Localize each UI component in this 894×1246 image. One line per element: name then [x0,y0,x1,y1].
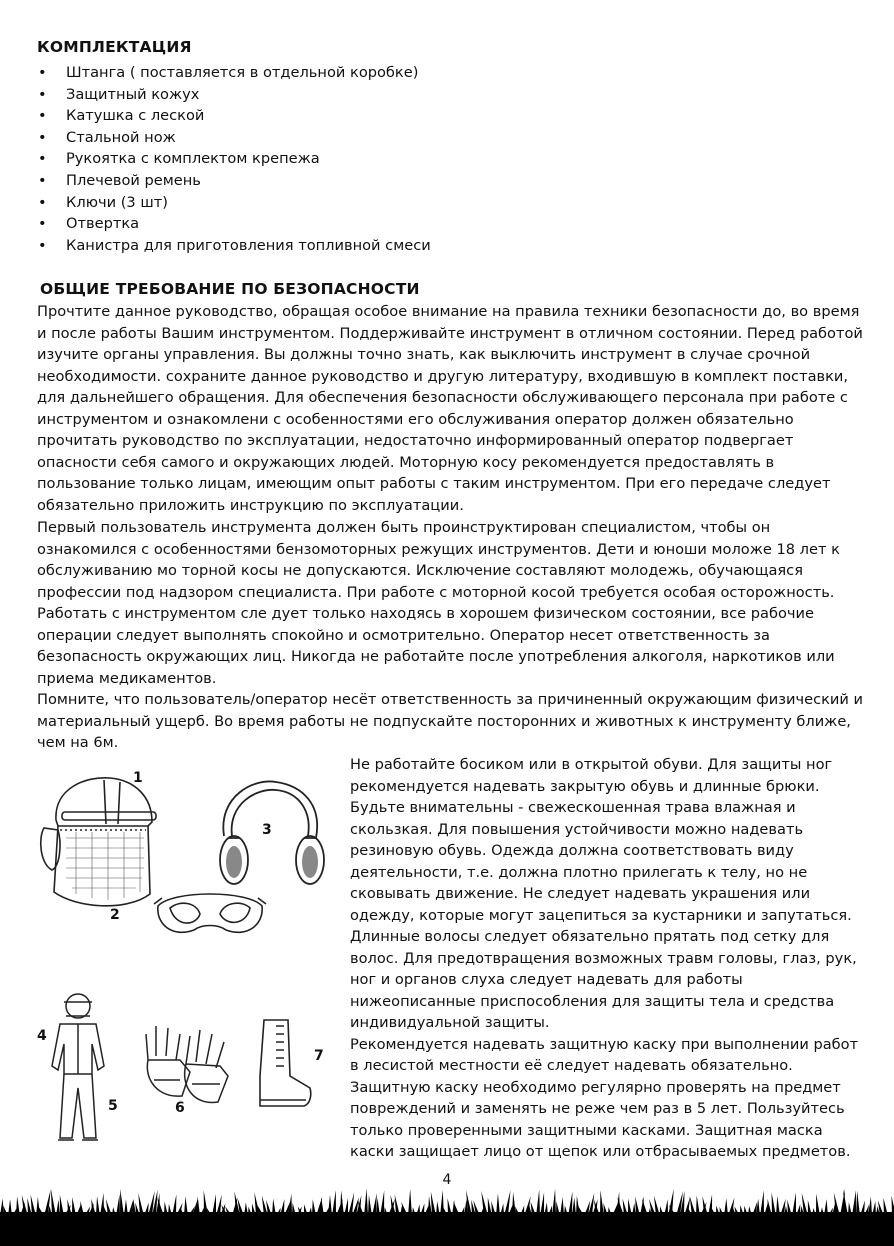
list-item: • Плечевой ремень [36,170,431,192]
grass-blade [248,1207,252,1216]
grass-blade [796,1204,800,1216]
kit-list [36,62,431,256]
grass-blade [51,1189,56,1216]
grass-blade [600,1190,604,1216]
grass-blade [748,1206,752,1216]
grass-blade [308,1207,312,1216]
grass-blade [744,1206,748,1216]
grass-blade [212,1194,216,1216]
grass-blade [72,1197,76,1216]
protection-text [350,754,870,1163]
grass-blade [548,1205,552,1216]
grass-blade [852,1190,856,1216]
grass-blade [812,1208,816,1216]
grass-blade [500,1203,504,1216]
figure-label-4: 4 [37,1028,47,1044]
safety-paragraph-2: Первый пользователь инструмента должен быть проинструктирован специалистом, чтобы он ознакомился с особенностями бензомоторных режущих инструментов. Дети и юноши моложе 18 лет к обслуживанию мо торной косы не допускаются. Исключение составляют молодежь, обучающаяся профессии под надзором специалиста. При работе с моторной косой требуется особая осторожность. Работать с инструментом сле дует только находясь в хорошем физическом состоянии, все рабочие операции следует выполнять спокойно и осмотрительно. Оператор несет ответственность за безопасность окружающих лиц. Никогда не работайте после употребления алкоголя, наркотиков или приема медикаментов. [37,519,840,687]
figure-label-7: 7 [314,1048,324,1064]
grass-blade [244,1202,248,1216]
list-item: • Ключи (3 шт) [36,192,431,214]
grass-blade [91,1199,96,1216]
grass-blade [568,1191,572,1216]
grass-blade [340,1190,344,1216]
grass-blade [768,1199,772,1216]
grass-blade [603,1203,608,1216]
grass-blade [608,1207,612,1216]
grass-blade [708,1194,712,1216]
figure-label-5: 5 [108,1098,118,1114]
grass-blade [60,1195,64,1216]
grass-blade [776,1196,780,1216]
grass-blade [184,1196,188,1216]
grass-blade [100,1193,104,1216]
grass-blade [440,1190,444,1216]
grass-blade [724,1198,728,1216]
grass-blade [180,1208,184,1216]
gloves-illustration [140,1020,232,1110]
grass-blade [288,1194,292,1216]
protective-suit-illustration [40,988,116,1154]
list-item: • Канистра для приготовления топливной смеси [36,235,431,257]
boot-illustration [254,1016,314,1116]
safety-heading: ОБЩИЕ ТРЕБОВАНИЕ ПО БЕЗОПАСНОСТИ [40,280,420,298]
grass-blade [164,1202,168,1216]
list-item: • Рукоятка с комплектом крепежа [36,148,431,170]
grass-blade [660,1206,664,1216]
grass-blade [787,1200,792,1216]
grass-blade [856,1191,860,1216]
safety-paragraph-1: Прочтите данное руководство, обращая особое внимание на правила техники безопасности до, во время и после работы Вашим инструментом. Поддерживайте инструмент в отличном состоянии. Перед работой изучите органы управления. Вы должны точно знать, как выключить инструмент в случае срочной необходимости. сохраните данное руководство и другую литературу, входившую в комплект поставки, для дальнейшего обращения. Для обеспечения безопасности обслуживающего персонала при работе с инструментом и ознакомлени с особенностями его обслуживания оператор должен обязательно прочитать руководство по эксплуатации, недостаточно информированный оператор подвергает опасности себя самого и окружающих людей. Моторную косу рекомендуется предоставлять в пользование только лицам, имеющим опыт работы с таким инструментом. При его передаче следует обязательно приложить инструкцию по эксплуатации. [37,303,863,514]
grass-blade [436,1201,440,1216]
grass-blade [416,1204,420,1216]
list-item: • Защитный кожух [36,84,431,106]
figure-label-2: 2 [110,907,120,923]
figure-label-1: 1 [133,770,143,786]
grass-blade [304,1204,308,1216]
protection-paragraph-1: Не работайте босиком или в открытой обуви. Для защиты ног рекомендуется надевать закрытую обувь и длинные брюки. Будьте внимательны - свежескошенная трава влажная и скользкая. Для повышения устойчивости можно надевать резиновую обувь. Одежда должна соответствовать виду деятельности, т.е. должна плотно прилегать к телу, но не сковывать движение. Не следует надевать украшения или одежду, которые могут зацепиться за кустарники и запутаться. Длинные волосы следует обязательно прятать под сетку для волос. Для предотвращения возможных травм головы, глаз, рук, ног и органов слуха следует надевать для работы нижеописанные приспособления для защиты тела и средства индивидуальной защиты. [350,756,857,1031]
grass-blade [0,1198,4,1216]
grass-blade [520,1205,524,1216]
list-item: • Стальной нож [36,127,431,149]
grass-blade [112,1207,116,1216]
grass-blade [80,1201,84,1216]
grass-blade [872,1201,876,1216]
grass-blade [792,1192,796,1216]
grass-blade [76,1205,81,1216]
list-item: • Катушка с леской [36,105,431,127]
list-item: • Отвертка [36,213,431,235]
helmet-visor-illustration [36,768,168,928]
figure-label-6: 6 [175,1100,185,1116]
grass-blade [408,1189,412,1216]
grass-blade [632,1203,636,1216]
grass-blade [292,1203,296,1216]
grass-blade [496,1193,500,1216]
grass-blade [384,1207,388,1216]
grass-blade [740,1205,744,1216]
grass-blade [628,1198,632,1216]
grass-blade [280,1199,284,1216]
grass-blade [760,1190,764,1216]
grass-blade [635,1197,640,1216]
grass-blade [848,1202,852,1216]
kit-heading: КОМПЛЕКТАЦИЯ [37,38,192,56]
grass-blade [8,1199,12,1216]
grass-blade [328,1195,332,1216]
grass-blade [544,1202,548,1216]
grass-blade [540,1192,544,1216]
grass-blade [364,1189,368,1216]
grass-blade [168,1204,172,1216]
grass-blade [824,1199,828,1216]
figure-label-3: 3 [262,822,272,838]
grass-footer-decoration [0,1186,894,1246]
grass-blade [711,1208,716,1216]
grass-blade [96,1196,100,1216]
grass-blade [272,1198,276,1216]
grass-blade [124,1199,128,1216]
list-item: • Штанга ( поставляется в отдельной коробке) [36,62,431,84]
grass-blade [460,1207,464,1216]
grass-blade [312,1199,316,1216]
grass-blade [696,1195,700,1216]
grass-blade [412,1207,416,1216]
grass-blade [116,1194,120,1216]
protection-paragraph-2: Рекомендуется надевать защитную каску при выполнении работ в лесистой местности её следует надевать обязательно. Защитную каску необходимо регулярно проверять на предмет повреждений и заменять не реже чем раз в 5 лет. Пользуйтесь только проверенными защитными касками. Защитная маска каски защищает лицо от щепок или отбрасываемых предметов. [350,1035,859,1160]
grass-blade [16,1196,20,1216]
grass-blade [664,1199,668,1216]
grass-blade [512,1192,516,1216]
grass-blade [820,1207,824,1216]
grass-blade [816,1194,820,1216]
grass-blade [556,1201,560,1216]
grass-blade [376,1198,380,1216]
grass-blade [332,1190,336,1216]
grass-blade [564,1206,568,1216]
safety-paragraph-3: Помните, что пользователь/оператор несёт ответственность за причиненный окружающим физический и материальный ущерб. Во время работы не подпускайте посторонних и животных к инструменту ближе, чем на 6м. [37,691,864,751]
grass-blade [560,1197,564,1216]
grass-blade [552,1189,556,1216]
earmuffs-illustration [214,776,330,896]
grass-blade [120,1189,124,1216]
page-number: 4 [442,1172,452,1188]
grass-blade [420,1203,424,1216]
grass-blade [368,1195,372,1216]
grass-blade [572,1197,576,1216]
grass-blade [536,1190,540,1216]
grass-blade [576,1196,580,1216]
grass-blade [56,1200,60,1216]
grass-blade [344,1198,348,1216]
grass-blade [716,1206,720,1216]
grass-blade [276,1208,281,1216]
grass-blade [3,1206,8,1216]
